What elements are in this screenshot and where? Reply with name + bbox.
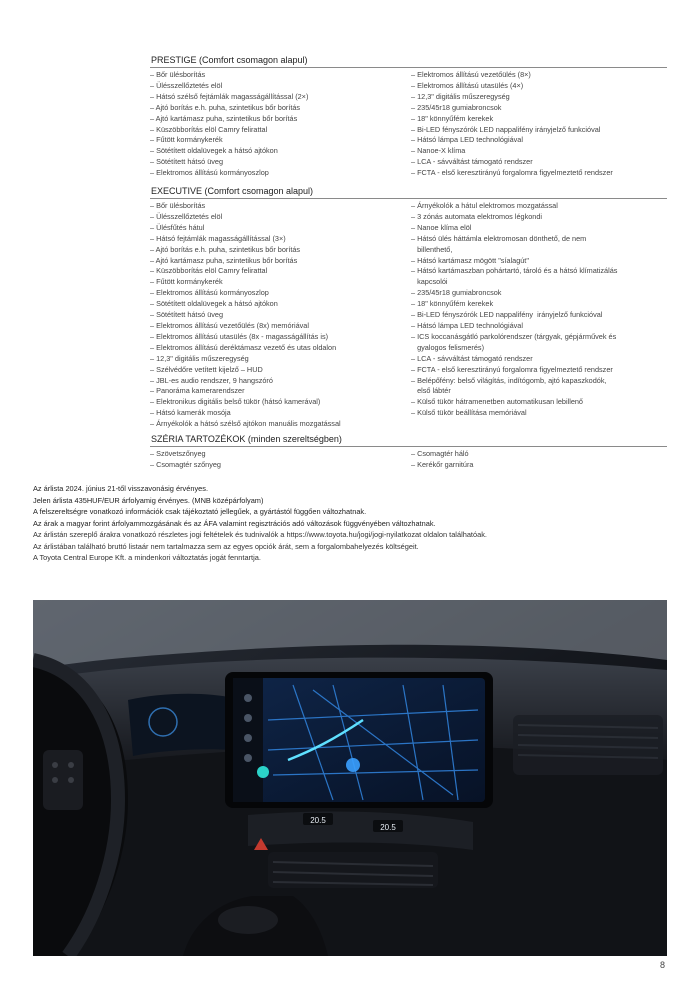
list-item: – Bőr ülésborítás (150, 70, 206, 79)
list-item: – Hátsó kartámaszban pohártartó, tároló és a hátsó klímatizálás kapcsolói (411, 266, 618, 287)
list-item: – Fűtött kormánykerék (150, 135, 223, 145)
list-item: – Nanoe klíma elöl (411, 222, 472, 232)
infotainment-screen (225, 672, 493, 808)
list-item: – Ajtó borítás e.h. puha, szintetikus bőr borítás (150, 244, 301, 254)
list-item: – Árnyékolók a hátsó szélső ajtókon manuális mozgatással (150, 419, 341, 429)
series-right-list (411, 449, 667, 471)
list-item: – Elektromos állítású utasülés (8x - magasságállítás is) (150, 331, 329, 341)
list-item: – Bi-LED fényszórók LED nappalifény irányjelző funkcióval (411, 310, 603, 320)
list-item: – Hátsó lámpa LED technológiával (411, 135, 523, 145)
series-left-list (150, 449, 411, 471)
list-item: – LCA - sávváltást támogató rendszer (411, 157, 533, 167)
list-item: – Ajtó borítás e.h. puha, szintetikus bőr borítás (150, 102, 301, 112)
air-vent-center (268, 852, 438, 888)
list-item: – 3 zónás automata elektromos légkondi (411, 211, 543, 221)
prestige-title: PRESTIGE (Comfort csomagon alapul) (150, 54, 667, 68)
executive-left-list (150, 201, 411, 430)
list-item: – Csomagtér szőnyeg (150, 459, 221, 469)
list-item: – 18" könnyűfém kerekek (411, 299, 494, 309)
list-item: – Sötétített hátsó üveg (150, 310, 224, 320)
instrument-cluster (128, 694, 233, 756)
list-item: – Hátsó kartámasz mögött "síalagút" (411, 255, 529, 265)
list-item: – Ülésszellőztetés elöl (150, 80, 223, 90)
note-line: Az árak a magyar forint árfolyammozgásának és az ÁFA valamint regisztrációs adó változások függvényében változhatnak. (33, 518, 436, 528)
list-item: – 12,3" digitális műszeregység (150, 353, 249, 363)
left-temp-readout: 20.5 (310, 816, 326, 825)
list-item: – Elektromos állítású kormányoszlop (150, 168, 269, 178)
list-item: – 235/45r18 gumiabroncsok (411, 288, 502, 298)
list-item: – FCTA - első keresztirányú forgalomra figyelmeztető rendszer (411, 168, 613, 178)
list-item: – Bi-LED fényszórók LED nappalifény irányjelző funkcióval (411, 124, 601, 134)
prestige-section (150, 54, 667, 179)
list-item: – Elektromos állítású vezetőülés (8x) memóriával (150, 320, 309, 330)
list-item: – Panoráma kamerarendszer (150, 386, 245, 396)
note-line: Az árlistában található bruttó listaár nem tartalmazza sem az egyes opciók árát, sem a forgalombahelyezés költségeit. (33, 541, 419, 551)
list-item: – FCTA - első keresztirányú forgalomra figyelmeztető rendszer (411, 364, 613, 374)
list-item: – Nanoe-X klíma (411, 146, 466, 156)
list-item: – Fűtött kormánykerék (150, 277, 223, 287)
list-item: – Ülésszellőztetés elöl (150, 211, 223, 221)
list-item: – Elektromos állítású vezetőülés (8×) (411, 70, 531, 79)
series-title: SZÉRIA TARTOZÉKOK (minden szereltségben) (150, 433, 667, 447)
list-item: – Hátsó kamerák mosója (150, 408, 231, 418)
executive-title: EXECUTIVE (Comfort csomagon alapul) (150, 185, 667, 199)
list-item: – Szövetszőnyeg (150, 449, 206, 458)
list-item: – Árnyékolók a hátul elektromos mozgatással (411, 201, 558, 210)
interior-photo (33, 600, 667, 956)
air-vent-right (513, 715, 663, 775)
list-item: – 18" könnyűfém kerekek (411, 113, 494, 123)
note-line: Jelen árlista 435HUF/EUR árfolyamig érvényes. (MNB középárfolyam) (33, 495, 264, 505)
list-item: – Csomagtér háló (411, 449, 469, 458)
list-item: – LCA - sávváltást támogató rendszer (411, 353, 533, 363)
list-item: – Elektromos állítású deréktámasz vezető és utas oldalon (150, 342, 337, 352)
note-line: A felszereltségre vonatkozó információk csak tájékoztató jellegűek, a gyártástól függően változhatnak. (33, 507, 367, 516)
right-temp-readout: 20.5 (380, 823, 396, 832)
list-item: – Belépőfény: belső világítás, indítógomb, ajtó kapaszkodók, első lábtér (411, 375, 607, 396)
list-item: – Elektromos állítású kormányoszlop (150, 288, 269, 298)
executive-section (150, 185, 667, 430)
prestige-right-list (411, 70, 667, 179)
list-item: – Küszöbborítás elöl Camry felirattal (150, 124, 268, 134)
note-line: Az árlista 2024. június 21-től visszavonásig érvényes. (33, 484, 209, 493)
list-item: – Hátsó fejtámlák magasságállítással (3×) (150, 233, 286, 243)
list-item: – Hátsó lámpa LED technológiával (411, 320, 523, 330)
executive-right-list (411, 201, 667, 430)
series-section (150, 433, 667, 471)
page-number: 8 (660, 960, 666, 970)
list-item: – 235/45r18 gumiabroncsok (411, 102, 502, 112)
list-item: – Sötétített hátsó üveg (150, 157, 224, 167)
list-item: – Bőr ülésborítás (150, 201, 206, 210)
list-item: – 12,3" digitális műszeregység (411, 91, 510, 101)
list-item: – Elektronikus digitális belső tükör (hátsó kamerával) (150, 397, 321, 407)
list-item: – Ajtó kartámasz puha, szintetikus bőr borítás (150, 255, 298, 265)
list-item: – ICS koccanásgátló parkolórendszer (tárgyak, gépjárművek és gyalogos felismerés) (411, 331, 617, 352)
list-item: – Hátsó ülés háttámla elektromosan dönthető, de nem billenthető, (411, 233, 587, 254)
note-line: Az árlistán szereplő árakra vonatkozó részletes jogi feltételek és tudnivalók a https://www.toyota.hu/jogi/jogi-nyilatkozat oldalon találhatóak. (33, 530, 487, 539)
list-item: – Elektromos állítású utasülés (4×) (411, 80, 524, 90)
prestige-left-list (150, 70, 411, 179)
list-item: – Kerékőr garnitúra (411, 459, 474, 469)
dashboard-illustration (33, 600, 667, 956)
price-notes (33, 483, 673, 564)
list-item: – Ajtó kartámasz puha, szintetikus bőr borítás (150, 113, 298, 123)
list-item: – Hátsó szélső fejtámlák magasságállítással (2×) (150, 91, 309, 101)
list-item: – Ülésfűtés hátul (150, 222, 205, 232)
list-item: – Külső tükör beállítása memóriával (411, 408, 527, 418)
list-item: – Sötétített oldalüvegek a hátsó ajtókon (150, 146, 278, 156)
note-line: A Toyota Central Europe Kft. a mindenkori változtatás jogát fenntartja. (33, 553, 261, 562)
list-item: – Sötétített oldalüvegek a hátsó ajtókon (150, 299, 278, 309)
list-item: – Szélvédőre vetített kijelző – HUD (150, 364, 263, 374)
list-item: – JBL-es audio rendszer, 9 hangszóró (150, 375, 273, 385)
list-item: – Küszöbborítás elöl Camry felirattal (150, 266, 268, 276)
list-item: – Külső tükör hátramenetben automatikusan lebillenő (411, 397, 583, 407)
